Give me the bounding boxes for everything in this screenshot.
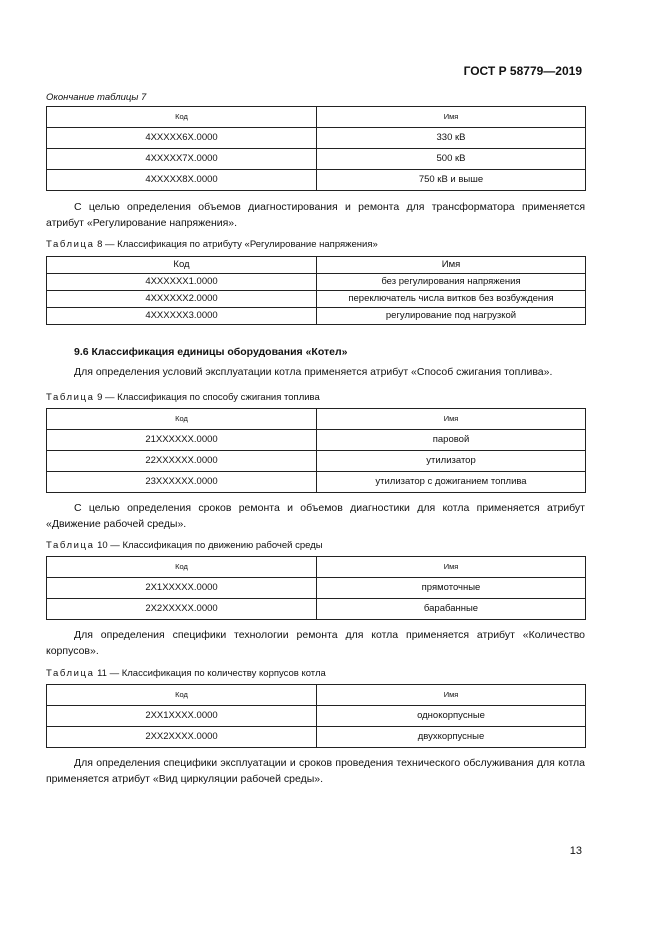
- table9-caption-text: 9 — Классификация по способу сжигания топлива: [97, 392, 320, 403]
- table9-caption-prefix: Таблица: [46, 392, 95, 403]
- table10-caption-text: 10 — Классификация по движению рабочей среды: [97, 540, 323, 551]
- cell-name: прямоточные: [317, 578, 586, 599]
- cell-name: без регулирования напряжения: [317, 274, 586, 291]
- cell-name: 500 кВ: [317, 149, 586, 170]
- table8-caption-text: 8 — Классификация по атрибуту «Регулирование напряжения»: [97, 239, 378, 250]
- table-header-row: [47, 557, 586, 578]
- cell-code: 2XX1XXXX.0000: [47, 706, 317, 727]
- table11-caption-text: 11 — Классификация по количеству корпусов котла: [97, 668, 326, 679]
- table-header-row: [47, 257, 586, 274]
- table10-caption: [46, 540, 323, 551]
- table10: [46, 556, 586, 620]
- table-header-row: [47, 685, 586, 706]
- document-id: ГОСТ Р 58779—2019: [463, 64, 582, 78]
- cell-code: 4XXXXXX3.0000: [47, 308, 317, 325]
- table9: [46, 408, 586, 493]
- table-row: [47, 170, 586, 191]
- table-row: [47, 451, 586, 472]
- table-header-row: [47, 409, 586, 430]
- table8-caption: [46, 239, 378, 250]
- column-header-code: Код: [47, 557, 317, 578]
- column-header-code: Код: [47, 685, 317, 706]
- table-row: [47, 472, 586, 493]
- table-row: [47, 706, 586, 727]
- section-heading: 9.6 Классификация единицы оборудования «Котел»: [74, 346, 348, 358]
- cell-name: паровой: [317, 430, 586, 451]
- cell-name: утилизатор с дожиганием топлива: [317, 472, 586, 493]
- column-header-name: Имя: [317, 685, 586, 706]
- cell-name: 330 кВ: [317, 128, 586, 149]
- table11-caption: [46, 668, 326, 679]
- table8: [46, 256, 586, 325]
- column-header-code: Код: [47, 257, 317, 274]
- cell-name: переключатель числа витков без возбуждения: [317, 291, 586, 308]
- column-header-name: Имя: [317, 257, 586, 274]
- table10-caption-prefix: Таблица: [46, 540, 95, 551]
- table-row: [47, 149, 586, 170]
- table-row: [47, 291, 586, 308]
- cell-code: 4XXXXX7X.0000: [47, 149, 317, 170]
- cell-name: 750 кВ и выше: [317, 170, 586, 191]
- cell-code: 2X1XXXXX.0000: [47, 578, 317, 599]
- column-header-code: Код: [47, 409, 317, 430]
- cell-code: 21XXXXXX.0000: [47, 430, 317, 451]
- table-row: [47, 128, 586, 149]
- paragraph-1: С целью определения объемов диагностирования и ремонта для трансформатора применяется атрибут «Регулирование напряжения».: [46, 201, 585, 229]
- table-row: [47, 578, 586, 599]
- cell-name: однокорпусные: [317, 706, 586, 727]
- column-header-name: Имя: [317, 409, 586, 430]
- table11: [46, 684, 586, 748]
- cell-code: 2X2XXXXX.0000: [47, 599, 317, 620]
- table11-caption-prefix: Таблица: [46, 668, 95, 679]
- cell-name: регулирование под нагрузкой: [317, 308, 586, 325]
- cell-name: утилизатор: [317, 451, 586, 472]
- cell-name: двухкорпусные: [317, 727, 586, 748]
- column-header-name: Имя: [317, 557, 586, 578]
- page-number: 13: [569, 845, 582, 857]
- cell-code: 4XXXXX8X.0000: [47, 170, 317, 191]
- table-row: [47, 308, 586, 325]
- column-header-code: Код: [47, 107, 317, 128]
- column-header-name: Имя: [317, 107, 586, 128]
- table-row: [47, 727, 586, 748]
- cell-code: 22XXXXXX.0000: [47, 451, 317, 472]
- table-row: [47, 430, 586, 451]
- table-row: [47, 274, 586, 291]
- paragraph-2: Для определения условий эксплуатации котла применяется атрибут «Способ сжигания топлива».: [74, 366, 553, 378]
- table9-caption: [46, 392, 320, 403]
- table7-caption: Окончание таблицы 7: [46, 92, 147, 103]
- paragraph-3: С целью определения сроков ремонта и объемов диагностики для котла применяется атрибут «Движение рабочей среды».: [46, 502, 585, 530]
- cell-code: 4XXXXX6X.0000: [47, 128, 317, 149]
- paragraph-4: Для определения специфики технологии ремонта для котла применяется атрибут «Количество корпусов».: [46, 629, 585, 657]
- table-header-row: [47, 107, 586, 128]
- cell-code: 2XX2XXXX.0000: [47, 727, 317, 748]
- table8-caption-prefix: Таблица: [46, 239, 95, 250]
- cell-code: 4XXXXXX1.0000: [47, 274, 317, 291]
- cell-code: 23XXXXXX.0000: [47, 472, 317, 493]
- table7: [46, 106, 586, 191]
- paragraph-5: Для определения специфики эксплуатации и сроков проведения технического обслуживания для котла применяется атрибут «Вид циркуляции рабочей среды».: [46, 757, 585, 785]
- cell-name: барабанные: [317, 599, 586, 620]
- cell-code: 4XXXXXX2.0000: [47, 291, 317, 308]
- table-row: [47, 599, 586, 620]
